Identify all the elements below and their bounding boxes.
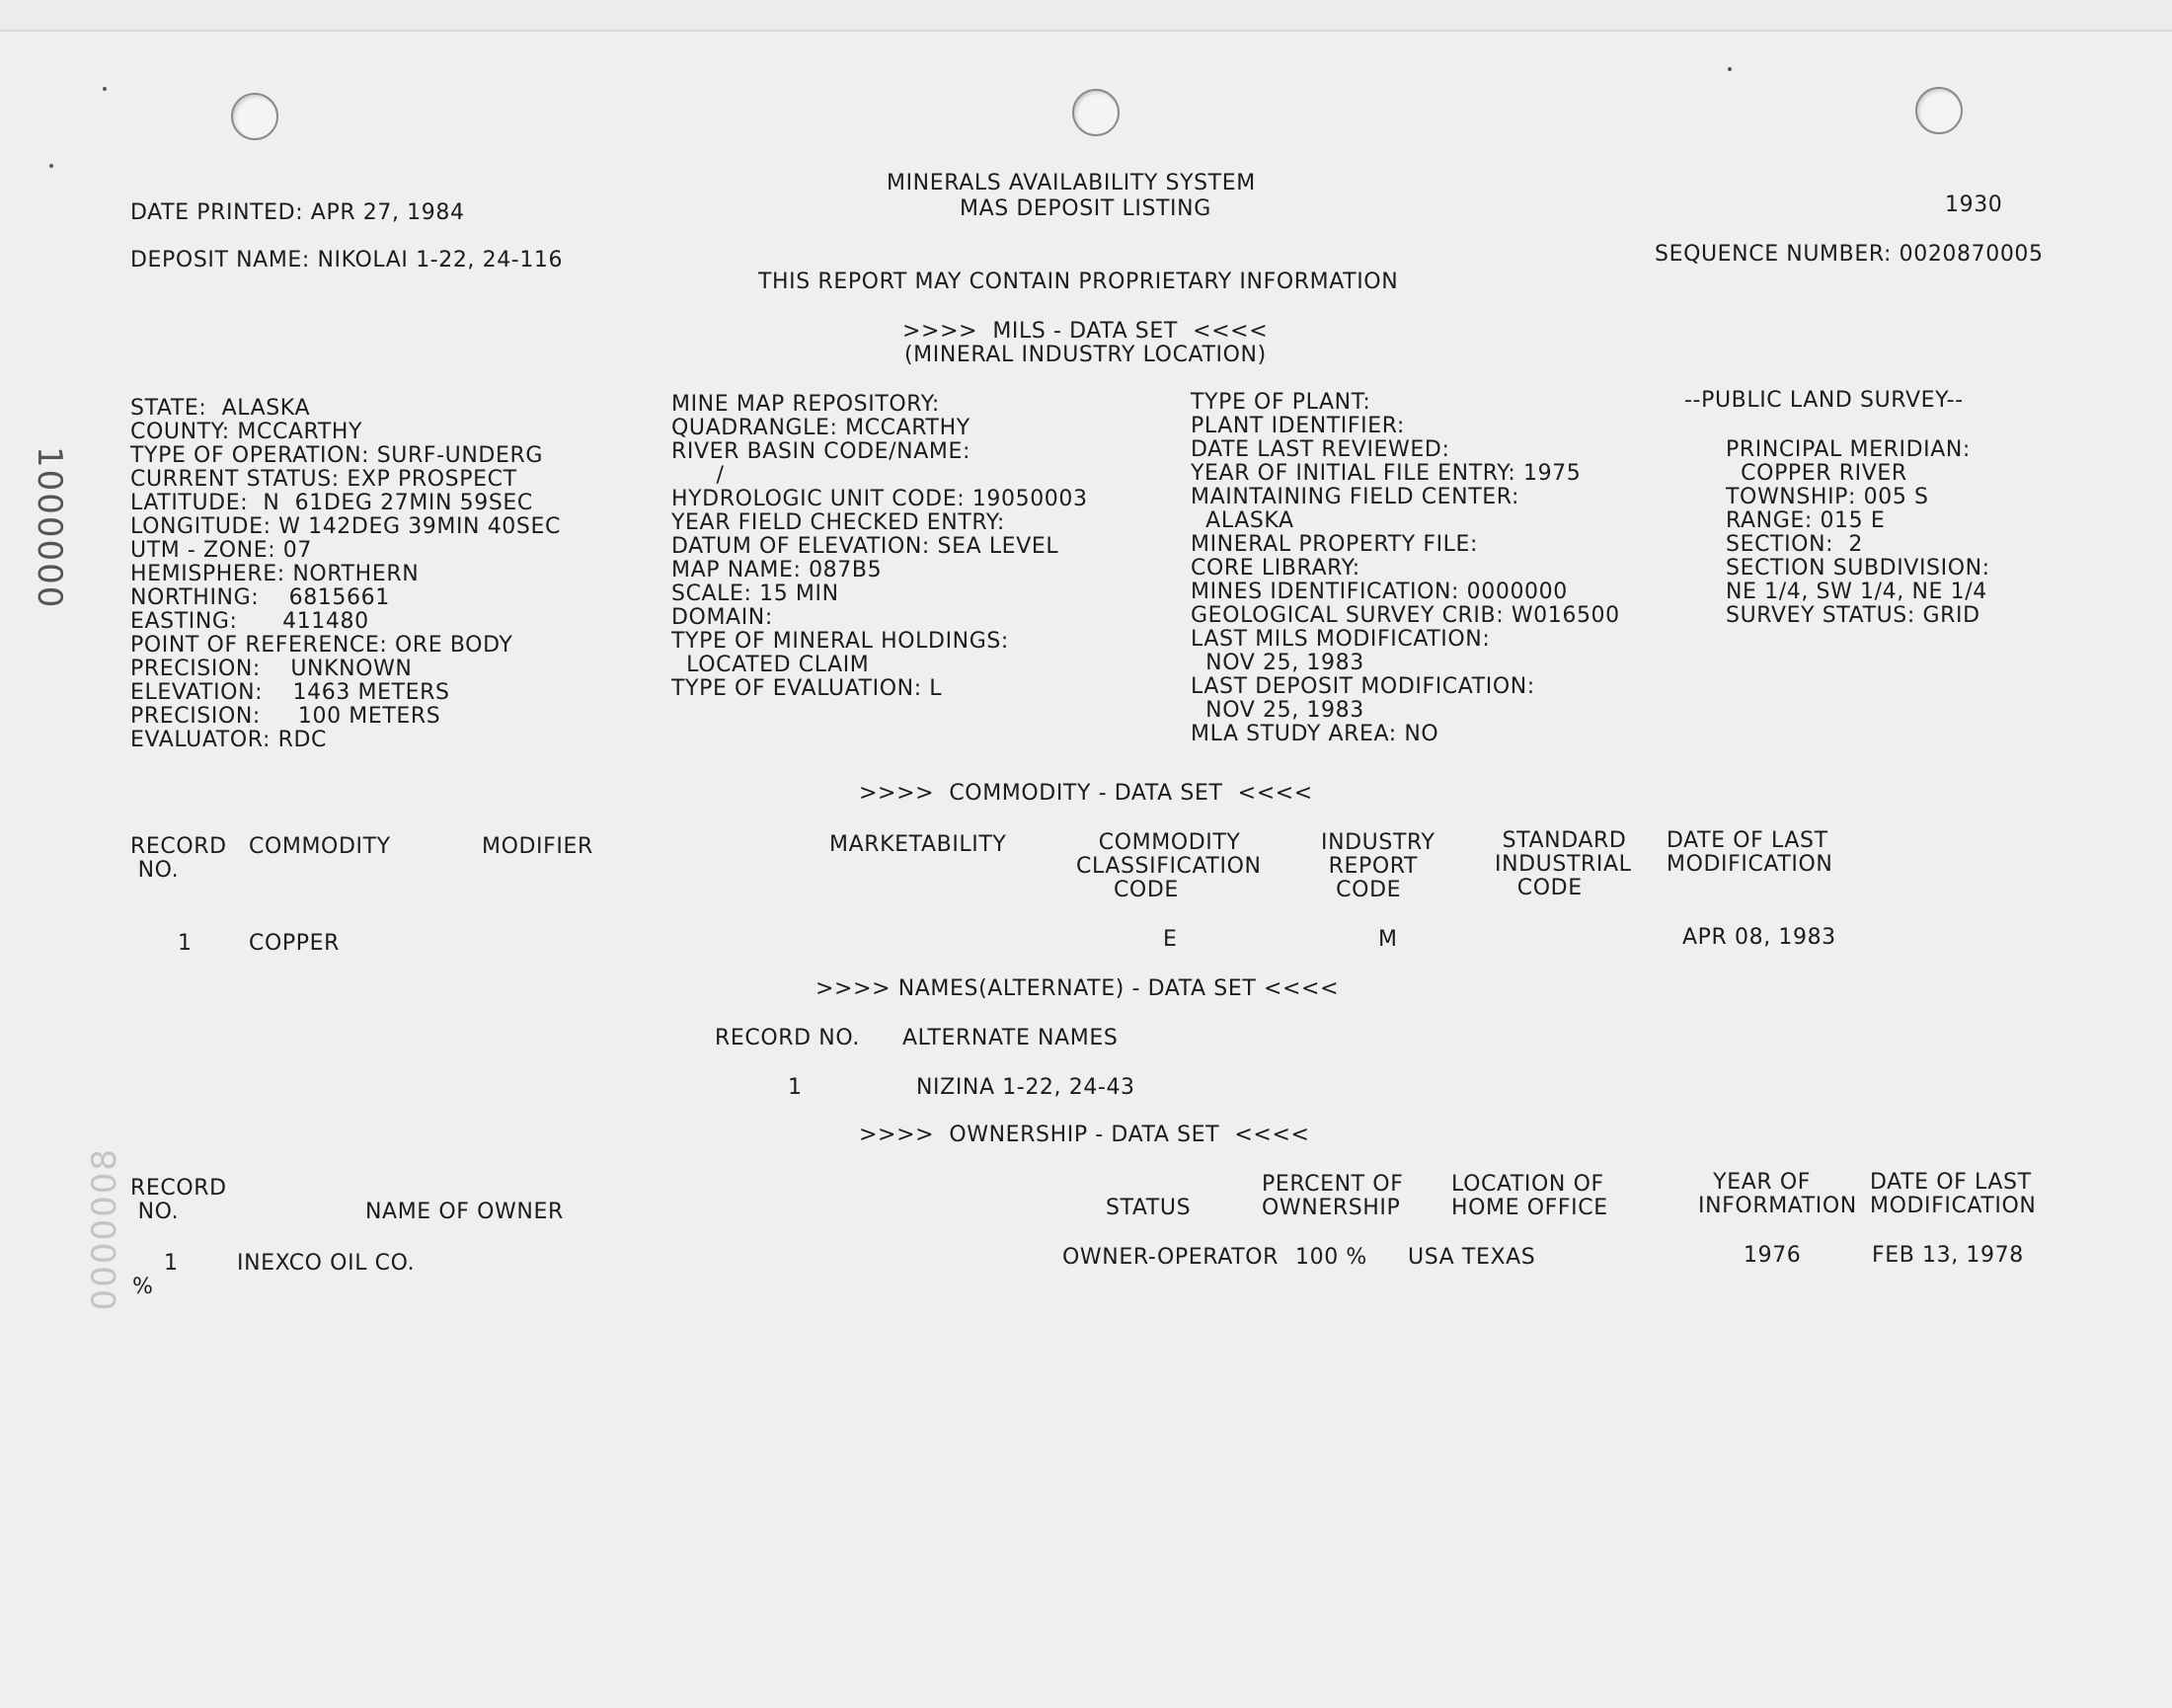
mils-field: RIVER BASIN CODE/NAME: (671, 439, 970, 464)
mils-field: MINES IDENTIFICATION: 0000000 (1191, 580, 1568, 604)
ink-speck (49, 164, 53, 168)
mils-field: MLA STUDY AREA: NO (1191, 722, 1439, 746)
mils-field: YEAR FIELD CHECKED ENTRY: (671, 510, 1005, 535)
end-of-record-mark: % (132, 1275, 154, 1299)
mils-map-column (671, 393, 1088, 701)
mils-field: HEMISPHERE: NORTHERN (130, 562, 420, 586)
mils-field: MINE MAP REPOSITORY: (671, 392, 940, 417)
mils-field: SCALE: 15 MIN (671, 582, 839, 606)
commodity-header-record: RECORD NO. (130, 834, 227, 883)
deposit-name: DEPOSIT NAME: NIKOLAI 1-22, 24-116 (130, 248, 564, 272)
ownership-header-location: LOCATION OF HOME OFFICE (1451, 1172, 1608, 1220)
mils-field: TYPE OF OPERATION: SURF-UNDERG (130, 443, 544, 468)
binder-hole-center (1072, 89, 1120, 136)
ownership-row-percent: 100 % (1295, 1245, 1367, 1270)
commodity-header-date: DATE OF LAST MODIFICATION (1667, 828, 1833, 877)
ownership-row-year: 1976 (1744, 1243, 1802, 1268)
mils-field: / (671, 463, 725, 488)
ownership-row-owner: INEXCO OIL CO. (237, 1251, 416, 1276)
mils-field: NORTHING: 6815661 (130, 585, 390, 610)
commodity-header-marketability: MARKETABILITY (829, 832, 1007, 857)
ownership-row-location: USA TEXAS (1408, 1245, 1536, 1270)
survey-field: RANGE: 015 E (1726, 508, 1886, 533)
mils-heading: >>>> MILS - DATA SET <<<< (902, 319, 1269, 344)
mils-field: HYDROLOGIC UNIT CODE: 19050003 (671, 487, 1088, 511)
ownership-row-date: FEB 13, 1978 (1872, 1243, 2024, 1268)
commodity-row-classification: E (1163, 927, 1178, 952)
mils-field: NOV 25, 1983 (1191, 651, 1364, 675)
survey-field: SECTION: 2 (1726, 532, 1863, 557)
proprietary-notice: THIS REPORT MAY CONTAIN PROPRIETARY INFORMATION (758, 270, 1399, 294)
commodity-row-industry: M (1378, 927, 1398, 952)
commodity-header-industry: INDUSTRY REPORT CODE (1321, 830, 1435, 902)
commodity-heading: >>>> COMMODITY - DATA SET <<<< (859, 781, 1313, 806)
ownership-header-record: RECORD NO. (130, 1176, 227, 1224)
survey-field: SURVEY STATUS: GRID (1726, 603, 1980, 628)
ink-speck (103, 87, 107, 91)
mils-field: DATUM OF ELEVATION: SEA LEVEL (671, 534, 1059, 559)
margin-faint-stamp: 0000008 (85, 1147, 124, 1311)
ownership-header-date: DATE OF LAST MODIFICATION (1870, 1170, 2037, 1218)
public-land-survey-column (1726, 438, 1990, 628)
mils-field: MAINTAINING FIELD CENTER: (1191, 485, 1520, 509)
ownership-header-percent: PERCENT OF OWNERSHIP (1262, 1172, 1404, 1220)
margin-page-stamp: 1000000 (30, 446, 69, 610)
mils-field: PRECISION: 100 METERS (130, 704, 441, 729)
ink-speck (1728, 67, 1732, 71)
mils-field: TYPE OF MINERAL HOLDINGS: (671, 629, 1009, 654)
mils-field: TYPE OF EVALUATION: L (671, 676, 943, 701)
date-printed: DATE PRINTED: APR 27, 1984 (130, 200, 465, 225)
survey-field: PRINCIPAL MERIDIAN: (1726, 437, 1971, 462)
mils-field: ALASKA (1191, 508, 1294, 533)
ownership-header-status: STATUS (1106, 1196, 1192, 1220)
commodity-row-record: 1 (178, 931, 193, 956)
commodity-row-date: APR 08, 1983 (1682, 925, 1836, 950)
mils-field: UTM - ZONE: 07 (130, 538, 312, 563)
mils-plant-column (1191, 391, 1620, 746)
ownership-row-record: 1 (164, 1251, 179, 1276)
binder-hole-right (1915, 87, 1963, 134)
mils-field: EASTING: 411480 (130, 609, 369, 634)
survey-field: COPPER RIVER (1726, 461, 1907, 486)
mils-subheading: (MINERAL INDUSTRY LOCATION) (904, 343, 1267, 367)
mils-field: LONGITUDE: W 142DEG 39MIN 40SEC (130, 514, 561, 539)
mils-field: CURRENT STATUS: EXP PROSPECT (130, 467, 517, 492)
mils-field: LAST MILS MODIFICATION: (1191, 627, 1491, 652)
commodity-header-commodity: COMMODITY (249, 834, 391, 859)
sequence-number: SEQUENCE NUMBER: 0020870005 (1655, 242, 2044, 267)
ownership-heading: >>>> OWNERSHIP - DATA SET <<<< (859, 1123, 1310, 1147)
mils-field: EVALUATOR: RDC (130, 728, 327, 752)
ownership-header-owner: NAME OF OWNER (365, 1200, 564, 1224)
names-header-name: ALTERNATE NAMES (902, 1026, 1119, 1050)
mils-field: ELEVATION: 1463 METERS (130, 680, 450, 705)
mils-location-column (130, 397, 561, 752)
mils-field: NOV 25, 1983 (1191, 698, 1364, 723)
mils-field: PLANT IDENTIFIER: (1191, 414, 1405, 438)
mils-field: MINERAL PROPERTY FILE: (1191, 532, 1479, 557)
mils-field: YEAR OF INITIAL FILE ENTRY: 1975 (1191, 461, 1582, 486)
mils-field: CORE LIBRARY: (1191, 556, 1360, 581)
survey-field: SECTION SUBDIVISION: (1726, 556, 1990, 581)
public-land-survey-heading: --PUBLIC LAND SURVEY-- (1684, 388, 1964, 413)
survey-field: TOWNSHIP: 005 S (1726, 485, 1929, 509)
names-heading: >>>> NAMES(ALTERNATE) - DATA SET <<<< (815, 976, 1340, 1001)
mils-field: LAST DEPOSIT MODIFICATION: (1191, 674, 1535, 699)
mils-field: STATE: ALASKA (130, 396, 311, 421)
listing-title: MAS DEPOSIT LISTING (960, 196, 1211, 221)
commodity-row-commodity: COPPER (249, 931, 340, 956)
system-title: MINERALS AVAILABILITY SYSTEM (887, 171, 1256, 195)
mils-field: COUNTY: MCCARTHY (130, 420, 363, 444)
mils-field: DATE LAST REVIEWED: (1191, 437, 1450, 462)
mils-field: POINT OF REFERENCE: ORE BODY (130, 633, 513, 658)
commodity-header-sic: STANDARD INDUSTRIAL CODE (1495, 828, 1632, 900)
mils-field: LOCATED CLAIM (671, 653, 870, 677)
commodity-header-modifier: MODIFIER (482, 834, 593, 859)
mils-field: DOMAIN: (671, 605, 773, 630)
names-row-record: 1 (788, 1075, 803, 1100)
mils-field: GEOLOGICAL SURVEY CRIB: W016500 (1191, 603, 1620, 628)
printout-page (0, 30, 2172, 1708)
survey-field: NE 1/4, SW 1/4, NE 1/4 (1726, 580, 1987, 604)
mils-field: QUADRANGLE: MCCARTHY (671, 416, 970, 440)
names-header-record: RECORD NO. (715, 1026, 860, 1050)
mils-field: TYPE OF PLANT: (1191, 390, 1371, 415)
ownership-header-year: YEAR OF INFORMATION (1698, 1170, 1857, 1218)
commodity-header-classification: COMMODITY CLASSIFICATION CODE (1076, 830, 1262, 902)
names-row-name: NIZINA 1-22, 24-43 (916, 1075, 1135, 1100)
mils-field: LATITUDE: N 61DEG 27MIN 59SEC (130, 491, 533, 515)
mils-field: PRECISION: UNKNOWN (130, 657, 413, 681)
ownership-row-status: OWNER-OPERATOR (1062, 1245, 1280, 1270)
page-number: 1930 (1945, 193, 2003, 217)
binder-hole-left (231, 93, 278, 140)
mils-field: MAP NAME: 087B5 (671, 558, 883, 582)
